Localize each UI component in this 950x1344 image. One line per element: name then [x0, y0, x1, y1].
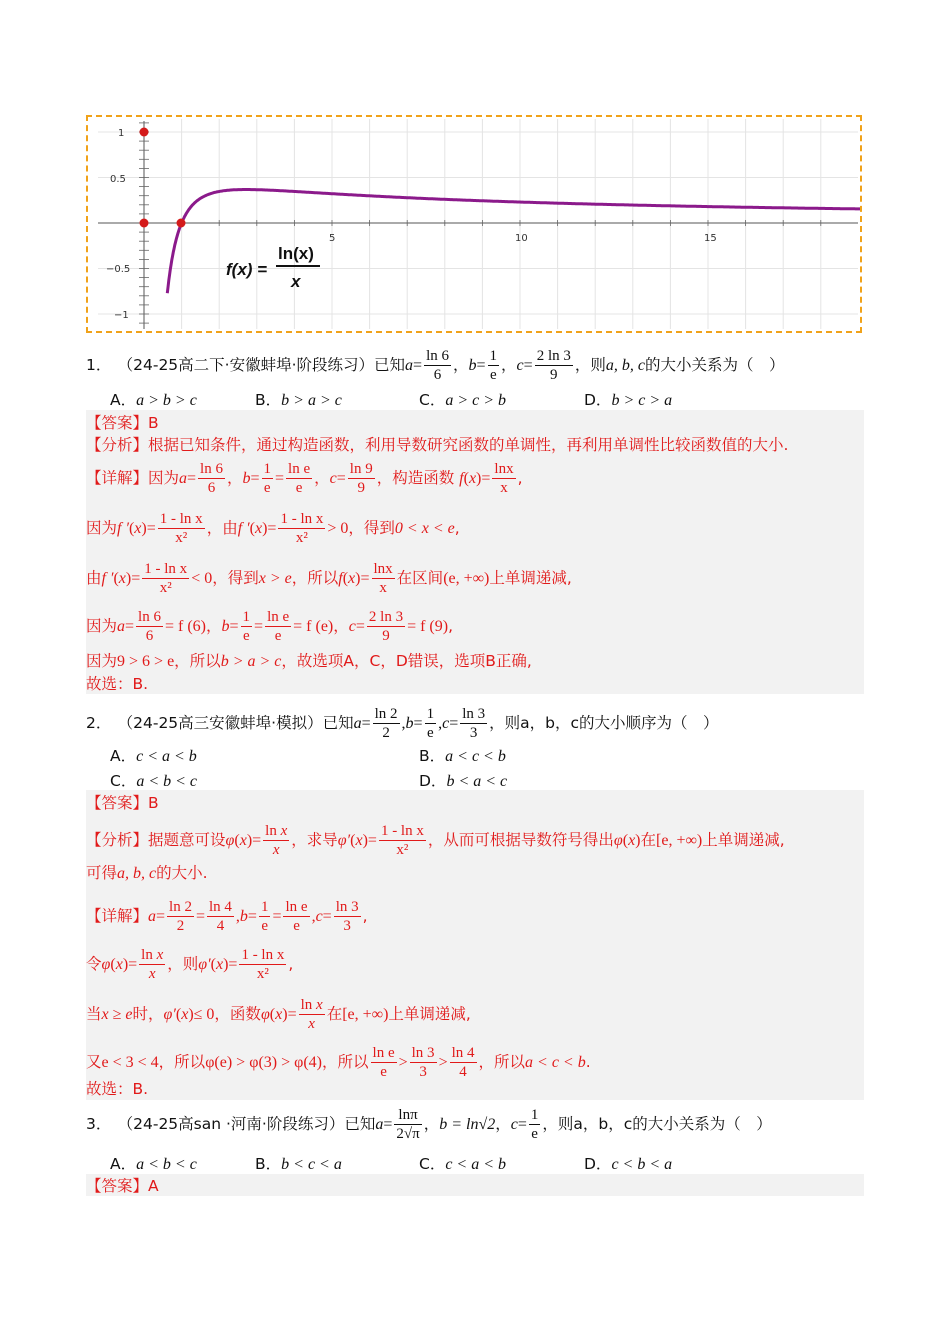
ln-x-over-x-curve	[167, 190, 860, 294]
y-tick-label: 0.5	[110, 174, 126, 185]
option-a: A．a > b > c	[110, 391, 197, 409]
option-b: B．a < c < b	[419, 747, 506, 765]
y-tick-label: 1	[118, 128, 125, 139]
formula-denominator: x	[291, 272, 301, 291]
option-d: D．c < b < a	[584, 1155, 673, 1173]
option-d: D．b > c > a	[584, 391, 673, 409]
q2-detail-3: 当x ≥ e时，φ′(x)≤ 0，函数φ(x)= $\frac{\text{ln x}}{x}$ 在[e, +∞)上单调递减,	[86, 997, 471, 1032]
x-tick-label: 10	[515, 233, 528, 244]
q3-answer: 【答案】A	[86, 1177, 159, 1195]
q1-detail-5: 因为9 > 6 > e，所以b > a > c，故选项A，C，D错误，选项B正确,	[86, 652, 532, 670]
q1-detail-3: 由f ′(x)= $\frac{\text{1 - ln x}}{\text{x²}}$ < 0，得到x > e，所以f(x)= $\frac{\ln x}{x}$ 在区间(e, +∞)上单调递减,	[86, 561, 572, 596]
q1-detail-2: 因为f ′(x)= $\frac{\text{1 - ln x}}{\text{x²}}$ ，由f ′(x)= $\frac{\text{1 - ln x}}{\text{x²}}$ > 0，得到0 < x < e,	[86, 511, 460, 546]
option-c: C．a > c > b	[419, 391, 507, 409]
q2-choose: 故选：B.	[86, 1080, 149, 1098]
option-a: A．a < b < c	[110, 1155, 197, 1173]
q2-analysis-1: 【分析】据题意可设φ(x)= $\frac{\text{ln x}}{x}$ ，求导φ′(x)= $\frac{\text{1 - ln x}}{\text{x²}}$ ，从而可根据导数符号得出φ(x)在[e, +∞)上单调递减,	[86, 823, 785, 858]
option-b: B．b > a > c	[255, 391, 342, 409]
question-1-stem: 1． （24-25高二下·安徽蚌埠·阶段练习）已知a= $\frac{\ln 6}{6}$ ，b= $\frac{1}{e}$ ，c= $\frac{2 \ln 3}{9}$ ，则a, b, c的大小关系为（ ）	[86, 348, 785, 383]
q1-analysis: 【分析】根据已知条件，通过构造函数，利用导数研究函数的单调性，再利用单调性比较函数值的大小.	[86, 436, 789, 454]
graph-svg	[88, 117, 860, 331]
option-d: D．b < a < c	[419, 772, 508, 790]
formula-numerator: ln(x)	[278, 244, 314, 263]
question-2-stem: 2． （24-25高三安徽蚌埠·模拟）已知a= $\frac{\ln 2}{2}$ ,b= $\frac{1}{e}$ ,c= $\frac{\ln 3}{3}$ ，则a，b，c的大小顺序为（ ）	[86, 706, 719, 741]
question-number: 1．	[86, 356, 112, 374]
y-tick-label: −1	[114, 310, 129, 321]
option-c: C．c < a < b	[419, 1155, 507, 1173]
option-c: C．a < b < c	[110, 772, 198, 790]
point-origin	[140, 219, 149, 228]
x-tick-label: 5	[329, 233, 336, 244]
question-source: （24-25高二下·安徽蚌埠·阶段练习）已知	[125, 356, 406, 374]
q1-detail-4: 因为a= $\frac{\ln 6}{6}$ = f (6)，b= $\frac{1}{e}$ = $\frac{\text{ln e}}{e}$ = f (e)，c= $\frac{2 \ln 3}{9}$ = f (9),	[86, 609, 454, 644]
function-graph-figure	[86, 115, 862, 333]
q3-solution-box	[86, 1174, 864, 1196]
grid-lines	[98, 119, 858, 329]
q2-detail-1: 【详解】a= $\frac{\ln 2}{2}$ = $\frac{\ln 4}{4}$ ,b= $\frac{1}{e}$ = $\frac{\text{ln e}}{e}$ ,c= $\frac{\ln 3}{3}$ ,	[86, 899, 368, 934]
q1-detail-1: 【详解】因为a= $\frac{\ln 6}{6}$ ，b= $\frac{1}{e}$ = $\frac{\text{ln e}}{e}$ ，c= $\frac{\ln 9}{9}$ ，构造函数 f(x)= $\frac{\ln x}{x}$ ,	[86, 461, 523, 496]
y-tick-label: −0.5	[106, 264, 131, 275]
q2-answer: 【答案】B	[86, 794, 159, 812]
x-tick-label: 15	[704, 233, 717, 244]
q1-answer: 【答案】B	[86, 414, 159, 432]
q2-detail-2: 令φ(x)= $\frac{\text{ln x}}{x}$ ，则φ′(x)= $\frac{\text{1 - ln x}}{\text{x²}}$ ,	[86, 947, 294, 982]
point-y1	[140, 128, 149, 137]
formula-lhs: f(x) =	[226, 260, 268, 279]
option-b: B．b < c < a	[255, 1155, 342, 1173]
q1-choose: 故选：B.	[86, 675, 149, 693]
point-x1	[177, 219, 186, 228]
q2-analysis-2: 可得a, b, c的大小.	[86, 864, 208, 882]
option-a: A．c < a < b	[110, 747, 197, 765]
question-3-stem: 3． （24-25高san ·河南·阶段练习）已知a= $\frac{\ln\pi}{2√\pi}$ ，b = ln√2，c= $\frac{1}{e}$ ，则a，b，c的大小关系为（ ）	[86, 1107, 772, 1142]
q2-detail-4: 又e < 3 < 4，所以φ(e) > φ(3) > φ(4)，所以 $\frac{\text{ln e}}{e}$ > $\frac{\ln 3}{3}$ > $\frac{\ln 4}{4}$ ，所以a < c < b.	[86, 1045, 591, 1080]
